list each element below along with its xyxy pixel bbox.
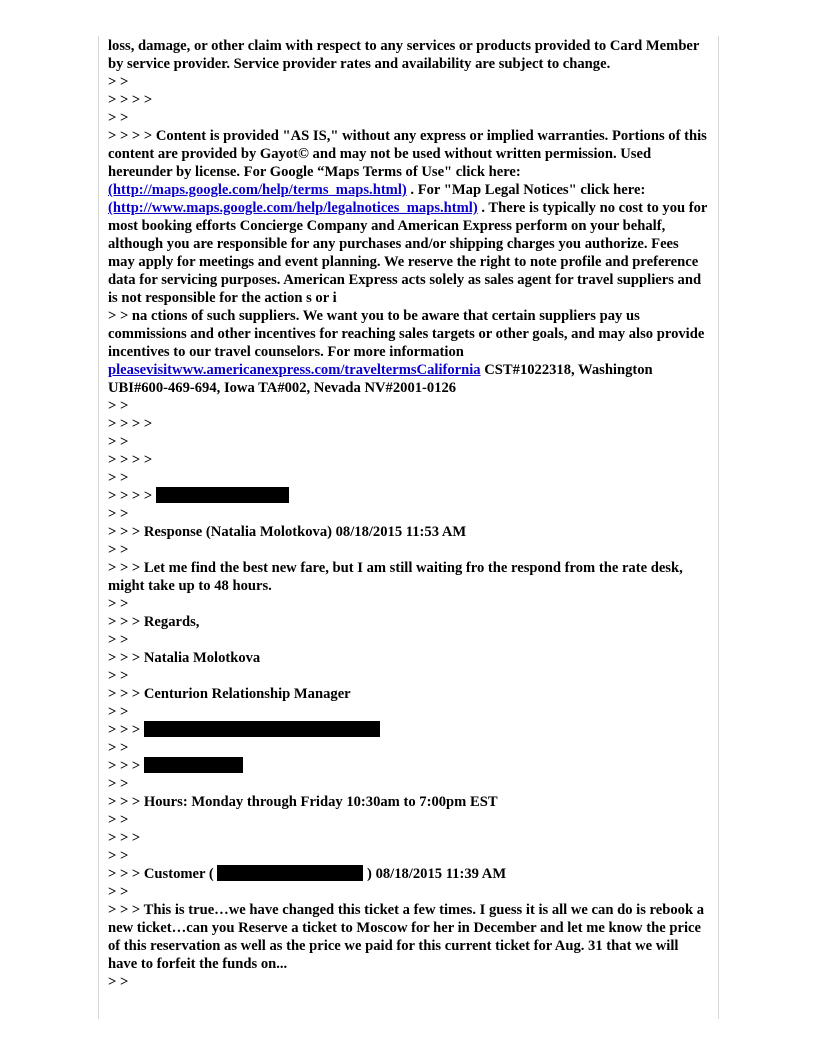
quote-marker: > > [108,776,129,792]
quote-marker: > > [108,596,129,612]
redaction-block [217,865,363,881]
quote-marker: > > > [108,830,141,846]
quote-marker: > > > > [108,416,153,432]
quote-marker: > > [108,632,129,648]
page-border-left [98,36,99,1019]
quote-marker: > > [108,668,129,684]
redaction-block [156,487,289,503]
quote-marker: > > [108,434,129,450]
signature-redacted-line: > > > [108,721,708,739]
quote-marker: > > [108,740,129,756]
response-header: > > > Response (Natalia Molotkova) 08/18/2015 11:53 AM [108,524,467,540]
response-regards: > > > Regards, [108,614,200,630]
quote-marker: > > [108,884,129,900]
signature-redacted-line: > > > [108,757,708,775]
maps-legal-link[interactable]: (http://www.maps.google.com/help/legalnotices_maps.html) [108,200,478,216]
quote-marker: > > [108,398,129,414]
quote-marker: > > [108,848,129,864]
email-body [108,37,708,991]
quote-marker: > > [108,506,129,522]
quote-marker: > > [108,110,129,126]
disclaimer-paragraph: > > > > Content is provided "AS IS," without any express or implied warranties. Portions of this content are provided by Gayot© and may not be used without written permission. Used hereunder by license. For Google “Maps Terms of Use" click here: (http://maps.google.com/help/terms_maps.html) . For "Map Legal Notices" click here: (http://www.maps.google.com/help/legalnotices_maps.html) . There is typically no cost to you for most booking efforts Concierge Company and American Express perform on your behalf, although you are responsible for any purchases and/or shipping charges you authorize. Fees may apply for meetings and event planning. We reserve the right to note profile and preference data for servicing purposes. American Express acts solely as sales agent for travel suppliers and is not responsible for the action s or i [108,128,708,306]
maps-terms-link[interactable]: (http://maps.google.com/help/terms_maps.html) [108,182,407,198]
quote-marker: > > [108,470,129,486]
quote-marker: > > [108,704,129,720]
response-hours: > > > Hours: Monday through Friday 10:30am to 7:00pm EST [108,794,498,810]
response-body: > > > Let me find the best new fare, but I am still waiting fro the respond from the rate desk, might take up to 48 hours. [108,560,683,594]
quote-redacted-line: > > > > [108,487,708,505]
response-signature-name: > > > Natalia Molotkova [108,650,261,666]
intro-paragraph: loss, damage, or other claim with respect to any services or products provided to Card Member by service provider. Service provider rates and availability are subject to change. [108,38,700,72]
quote-marker: > > > > [108,452,153,468]
page-border-right [718,36,719,1019]
redaction-block [144,757,243,773]
quote-marker: > > [108,974,129,990]
customer-header: > > > Customer ( ) 08/18/2015 11:39 AM [108,866,507,882]
amex-terms-link[interactable]: pleasevisitwww.americanexpress.com/traveltermsCalifornia [108,362,481,378]
customer-body: > > > This is true…we have changed this ticket a few times. I guess it is all we can do is rebook a new ticket…can you Reserve a ticket to Moscow for her in December and let me know the price of this reservation as well as the price we paid for this current ticket for Aug. 31 that we will have to forfeit the funds on... [108,902,704,972]
quote-marker: > > > > [108,92,153,108]
quote-marker: > > [108,812,129,828]
disclaimer-continued: > > na ctions of such suppliers. We want you to be aware that certain suppliers pay us commissions and other incentives for reaching sales targets or other goals, and may also provide incentives to our travel counselors. For more information pleasevisitwww.americanexpress.com/traveltermsCalifornia CST#1022318, Washington UBI#600-469-694, Iowa TA#002, Nevada NV#2001-0126 [108,308,705,396]
quote-marker: > > [108,542,129,558]
redaction-block [144,721,380,737]
response-signature-title: > > > Centurion Relationship Manager [108,686,351,702]
quote-marker: > > [108,74,129,90]
